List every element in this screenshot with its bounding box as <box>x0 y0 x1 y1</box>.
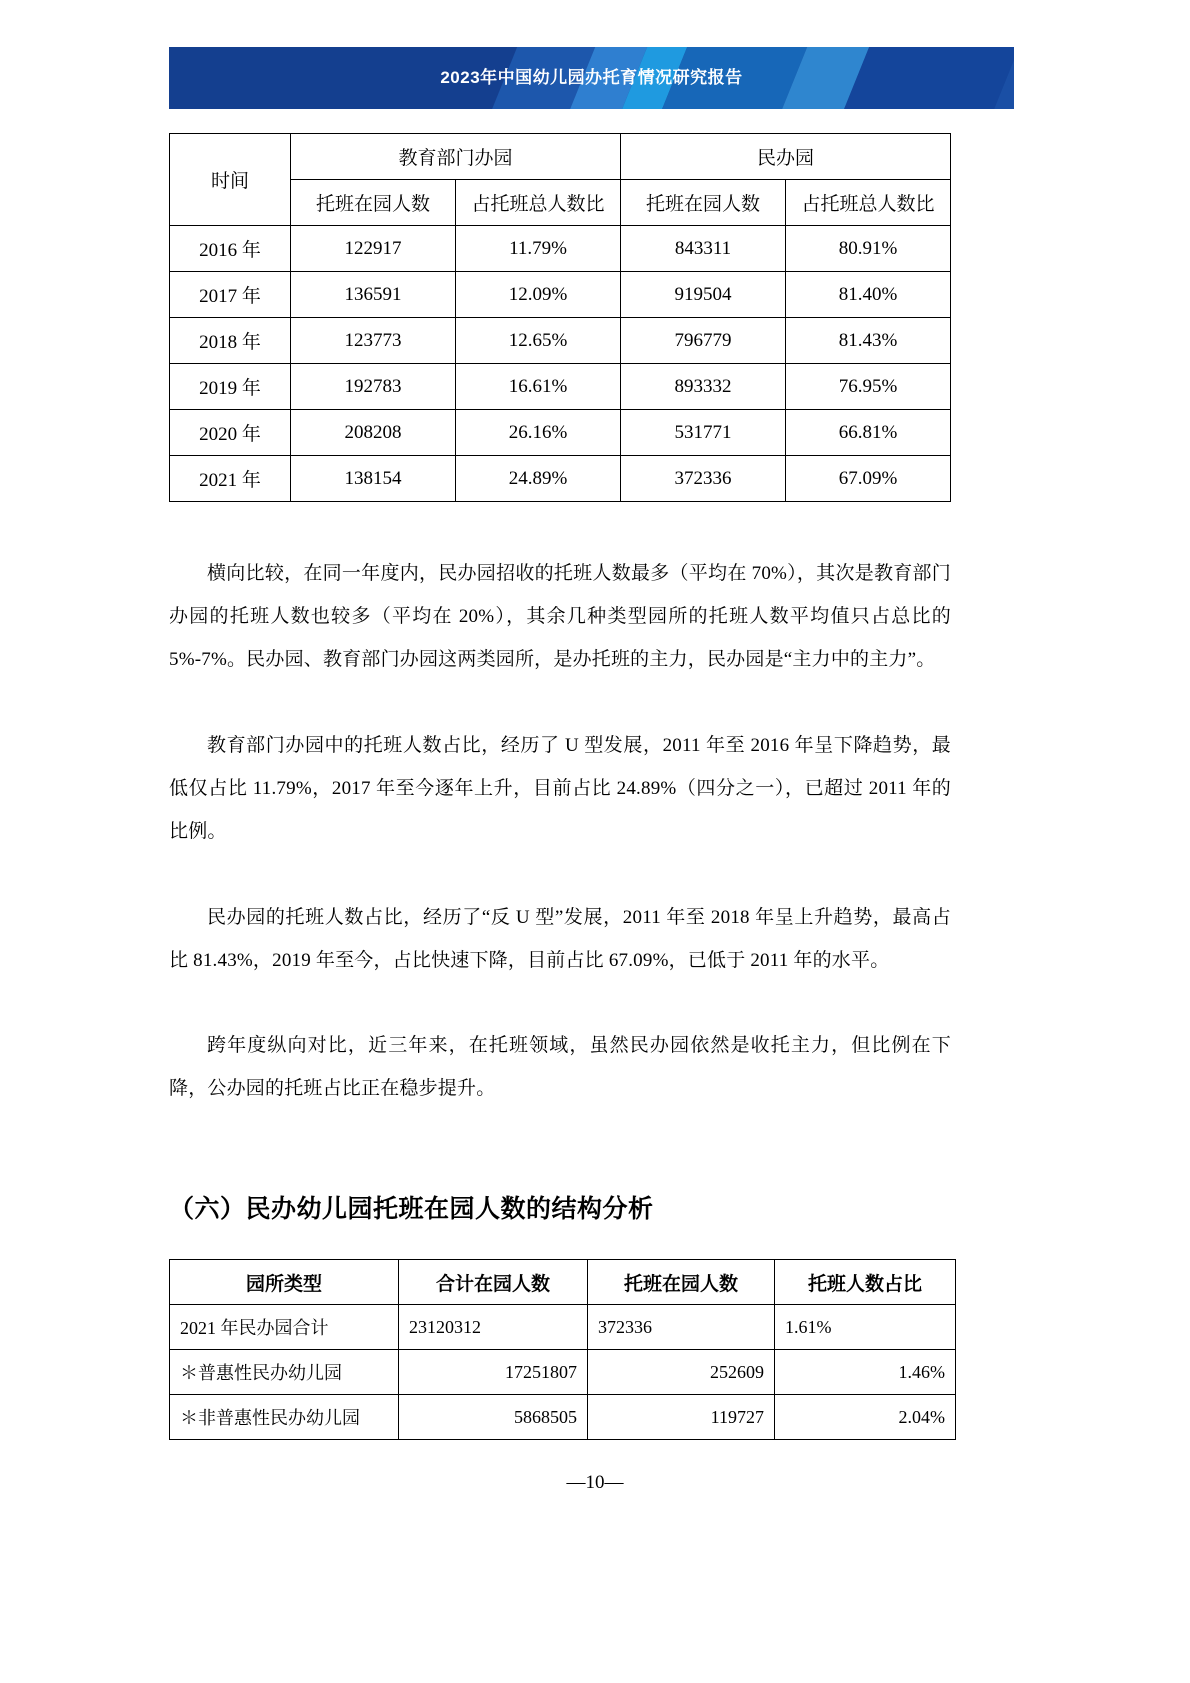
body-paragraph-1: 横向比较，在同一年度内，民办园招收的托班人数最多（平均在 70%），其次是教育部门办园的托班人数也较多（平均在 20%），其余几种类型园所的托班人数平均值只占总比的 5%-7%。民办园、教育部门办园这两类园所，是办托班的主力，民办园是“主力中的主力”。 <box>169 563 951 670</box>
table1-header-group-education: 教育部门办园 <box>291 134 621 180</box>
body-paragraph-4: 跨年度纵向对比，近三年来，在托班领域，虽然民办园依然是收托主力，但比例在下降，公办园的托班占比正在稳步提升。 <box>169 1035 951 1099</box>
enrollment-by-institution-table <box>169 133 951 502</box>
private-kindergarten-structure-table <box>169 1259 956 1440</box>
cell-edu-count: 122917 <box>291 226 456 272</box>
cell-edu-ratio: 24.89% <box>456 456 621 502</box>
table2-header-ratio: 托班人数占比 <box>775 1260 956 1305</box>
cell-year: 2020 年 <box>170 410 291 456</box>
report-title: 2023年中国幼儿园办托育情况研究报告 <box>440 68 743 87</box>
table-row <box>170 1395 956 1440</box>
cell-nursery: 372336 <box>588 1305 775 1350</box>
cell-edu-count: 123773 <box>291 318 456 364</box>
cell-private-count: 796779 <box>621 318 786 364</box>
table-row <box>170 318 951 364</box>
cell-year: 2021 年 <box>170 456 291 502</box>
cell-edu-count: 192783 <box>291 364 456 410</box>
body-paragraph-2: 教育部门办园中的托班人数占比，经历了 U 型发展，2011 年至 2016 年呈下降趋势，最低仅占比 11.79%，2017 年至今逐年上升，目前占比 24.89%（四分之一），已超过 2011 年的比例。 <box>169 735 951 842</box>
cell-private-count: 843311 <box>621 226 786 272</box>
cell-total: 17251807 <box>399 1350 588 1395</box>
table1-header-row-1 <box>170 134 951 180</box>
cell-year: 2018 年 <box>170 318 291 364</box>
cell-year: 2019 年 <box>170 364 291 410</box>
table2-header-type: 园所类型 <box>170 1260 399 1305</box>
cell-private-ratio: 66.81% <box>786 410 951 456</box>
cell-edu-ratio: 11.79% <box>456 226 621 272</box>
cell-nursery: 119727 <box>588 1395 775 1440</box>
cell-private-count: 919504 <box>621 272 786 318</box>
cell-private-ratio: 76.95% <box>786 364 951 410</box>
cell-private-count: 893332 <box>621 364 786 410</box>
table1-header-group-private: 民办园 <box>621 134 951 180</box>
cell-private-ratio: 80.91% <box>786 226 951 272</box>
cell-edu-ratio: 12.65% <box>456 318 621 364</box>
cell-nursery: 252609 <box>588 1350 775 1395</box>
table2-header-row <box>170 1260 956 1305</box>
cell-edu-count: 208208 <box>291 410 456 456</box>
cell-year: 2016 年 <box>170 226 291 272</box>
table1-header-edu-ratio: 占托班总人数比 <box>456 180 621 226</box>
cell-private-count: 531771 <box>621 410 786 456</box>
table2-body <box>170 1305 956 1440</box>
cell-year: 2017 年 <box>170 272 291 318</box>
cell-type: ＊普惠性民办幼儿园 <box>170 1350 399 1395</box>
table-row <box>170 1305 956 1350</box>
table1-head <box>170 134 951 226</box>
table-row <box>170 410 951 456</box>
cell-edu-ratio: 12.09% <box>456 272 621 318</box>
table1-body <box>170 226 951 502</box>
table1-header-time: 时间 <box>170 134 291 226</box>
cell-type: 2021 年民办园合计 <box>170 1305 399 1350</box>
table2-header-total: 合计在园人数 <box>399 1260 588 1305</box>
cell-ratio: 1.61% <box>775 1305 956 1350</box>
table1-header-private-ratio: 占托班总人数比 <box>786 180 951 226</box>
section-heading-six: （六）民办幼儿园托班在园人数的结构分析 <box>169 1194 654 1223</box>
cell-private-count: 372336 <box>621 456 786 502</box>
table-row <box>170 1350 956 1395</box>
table2-head <box>170 1260 956 1305</box>
cell-total: 5868505 <box>399 1395 588 1440</box>
cell-edu-count: 136591 <box>291 272 456 318</box>
table1-header-edu-count: 托班在园人数 <box>291 180 456 226</box>
table-row <box>170 272 951 318</box>
cell-private-ratio: 81.43% <box>786 318 951 364</box>
cell-type: ＊非普惠性民办幼儿园 <box>170 1395 399 1440</box>
cell-edu-ratio: 26.16% <box>456 410 621 456</box>
table1-header-private-count: 托班在园人数 <box>621 180 786 226</box>
table-row <box>170 226 951 272</box>
cell-edu-ratio: 16.61% <box>456 364 621 410</box>
table2-header-nursery: 托班在园人数 <box>588 1260 775 1305</box>
report-header-banner <box>169 47 1014 109</box>
body-paragraph-3: 民办园的托班人数占比，经历了“反 U 型”发展，2011 年至 2018 年呈上升趋势，最高占比 81.43%，2019 年至今，占比快速下降，目前占比 67.09%，已低于 2011 年的水平。 <box>169 907 951 971</box>
page-number-footer: —10— <box>566 1472 624 1493</box>
cell-total: 23120312 <box>399 1305 588 1350</box>
cell-private-ratio: 81.40% <box>786 272 951 318</box>
cell-ratio: 1.46% <box>775 1350 956 1395</box>
table-row <box>170 364 951 410</box>
cell-private-ratio: 67.09% <box>786 456 951 502</box>
table-row <box>170 456 951 502</box>
cell-edu-count: 138154 <box>291 456 456 502</box>
cell-ratio: 2.04% <box>775 1395 956 1440</box>
